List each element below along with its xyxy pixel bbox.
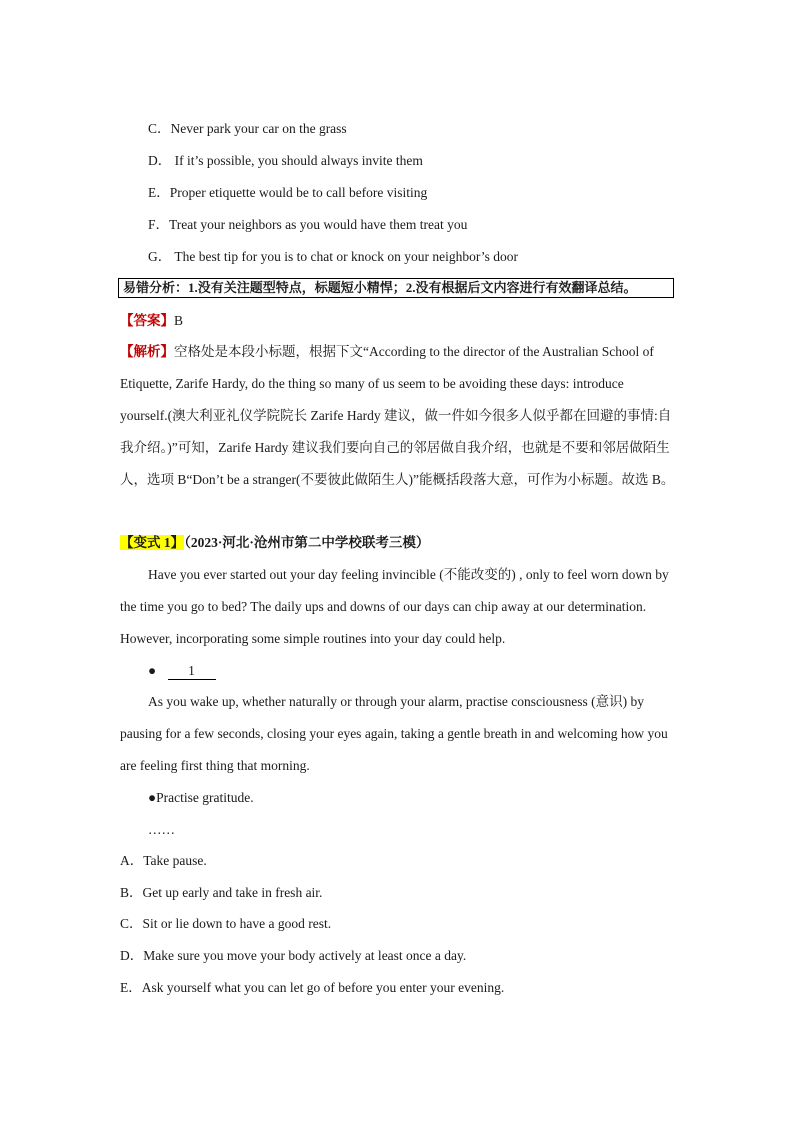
variant-source: （2023·河北·沧州市第二中学校联考三模） (184, 535, 430, 550)
error-analysis-box: 易错分析：1.没有关注题型特点，标题短小精悍；2.没有根据后文内容进行有效翻译总结。 (118, 278, 674, 298)
passage-p2-line-3: are feeling first thing that morning. (120, 758, 310, 773)
passage-p2-line-2: pausing for a few seconds, closing your eyes again, taking a gentle breath in and welcoming how you (120, 726, 668, 741)
analysis-text: 空格处是本段小标题，根据下文“According to the director of the Australian School of (174, 344, 654, 359)
analysis-line-5: 人，选项 B“Don’t be a stranger(不要彼此做陌生人)”能概括段落大意，可作为小标题。故选 B。 (120, 472, 675, 487)
passage-p1-line-3: However, incorporating some simple routines into your day could help. (120, 631, 506, 646)
analysis-line-4: 我介绍。)”可知，Zarife Hardy 建议我们要向自己的邻居做自我介绍，也就是不要和邻居做陌生 (120, 440, 670, 455)
option-g: G． The best tip for you is to chat or knock on your neighbor’s door (148, 249, 518, 264)
passage-p2-line-1: As you wake up, whether naturally or through your alarm, practise consciousness (意识) by (148, 694, 644, 709)
option-c: C．Never park your car on the grass (148, 121, 347, 136)
ellipsis: …… (148, 822, 175, 837)
analysis-line-2: Etiquette, Zarife Hardy, do the thing so many of us seem to be avoiding these days: introduce (120, 376, 624, 391)
answer-line (120, 311, 183, 331)
option-b-bottom: B．Get up early and take in fresh air. (120, 885, 323, 900)
analysis-label: 【解析】 (120, 344, 174, 359)
option-e: E．Proper etiquette would be to call before visiting (148, 185, 428, 200)
passage-p1-line-2: the time you go to bed? The daily ups and downs of our days can chip away at our determination. (120, 599, 647, 614)
option-f: F．Treat your neighbors as you would have them treat you (148, 217, 468, 232)
variant-label: 【变式 1】 (120, 535, 185, 550)
blank-1: 1 (168, 663, 216, 680)
analysis-line-3: yourself.(澳大利亚礼仪学院院长 Zarife Hardy 建议，做一件如今很多人似乎都在回避的事情:自 (120, 408, 672, 423)
blank-heading (148, 661, 216, 681)
option-d-bottom: D．Make sure you move your body actively at least once a day. (120, 948, 467, 963)
option-c-bottom: C．Sit or lie down to have a good rest. (120, 916, 332, 931)
option-d: D． If it’s possible, you should always invite them (148, 153, 423, 168)
analysis-line-1 (120, 342, 654, 362)
passage-p1-line-1: Have you ever started out your day feeling invincible (不能改变的) , only to feel worn down by (148, 567, 669, 582)
option-a-bottom: A．Take pause. (120, 853, 207, 868)
variant-heading (120, 533, 429, 553)
bullet-icon: ● (148, 663, 157, 678)
option-e-bottom: E．Ask yourself what you can let go of before you enter your evening. (120, 980, 505, 995)
answer-label: 【答案】 (120, 313, 174, 328)
heading-practise-gratitude: ●Practise gratitude. (148, 790, 254, 805)
answer-value: B (174, 313, 184, 328)
